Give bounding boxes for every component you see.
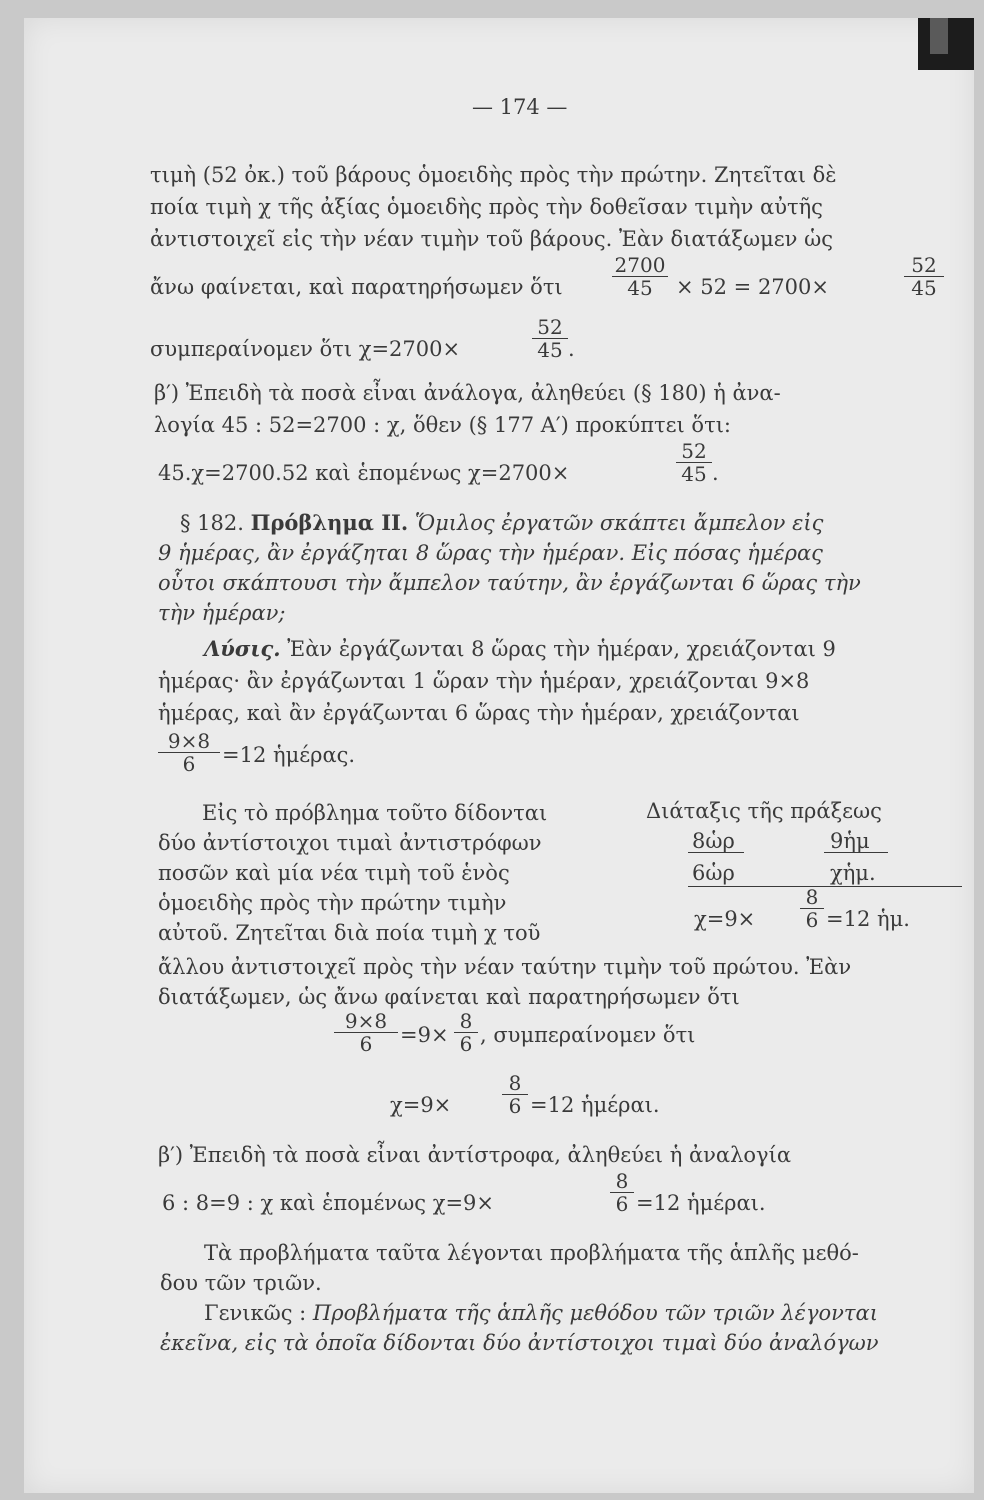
arrangement-title: Διάταξις τῆς πράξεως — [646, 799, 882, 823]
punctuation: . — [568, 337, 575, 361]
fraction: 9×8 6 — [158, 730, 220, 775]
text-line: δου τῶν τριῶν. — [160, 1271, 322, 1295]
solution-text: ἡμέρας, καὶ ἂν ἐργάζωνται 6 ὥρας τὴν ἡμέραν, χρειάζονται — [158, 701, 800, 725]
text-line: συμπεραίνομεν ὅτι χ=2700× — [150, 337, 461, 361]
definition-text: Προβλήματα τῆς ἁπλῆς μεθόδου τῶν τριῶν λέγονται — [312, 1301, 878, 1325]
solution-text: Ἐὰν ἐργάζωνται 8 ὥρας τὴν ἡμέραν, χρειάζονται 9 — [287, 637, 836, 661]
equation-part: × 52 = 2700× — [676, 275, 829, 299]
fraction: 8 6 — [454, 1010, 478, 1055]
section-number: § 182. — [180, 511, 244, 535]
equation-part: χ=9× — [390, 1093, 452, 1117]
equation-part: χ=9× — [694, 907, 756, 931]
problem-title: Πρόβλημα ΙΙ. — [250, 510, 409, 535]
arrangement-cell: 9ἡμ — [830, 829, 870, 853]
definition-text: ἐκεῖνα, εἰς τὰ ὁποῖα δίδονται δύο ἀντίστοιχοι τιμαὶ δύο ἀναλόγων — [160, 1331, 879, 1355]
divider — [688, 886, 962, 887]
problem-text: τὴν ἡμέραν; — [158, 601, 286, 625]
fraction: 52 45 — [676, 440, 712, 485]
equation-part: , συμπεραίνομεν ὅτι — [480, 1023, 696, 1047]
text-line: λογία 45 : 52=2700 : χ, ὅθεν (§ 177 Α′) προκύπτει ὅτι: — [154, 413, 731, 437]
fraction: 8 6 — [502, 1072, 528, 1117]
page-number: — 174 — — [472, 95, 568, 119]
fraction: 2700 45 — [612, 254, 668, 299]
fraction: 52 45 — [532, 316, 568, 361]
arrangement-cell: χἡμ. — [830, 861, 876, 885]
definition-line — [204, 1300, 878, 1326]
text-line: ποία τιμὴ χ τῆς ἀξίας ὁμοειδὴς πρὸς τὴν δοθεῖσαν τιμὴν αὐτῆς — [150, 195, 823, 219]
divider — [824, 852, 888, 853]
text-line: β′) Ἐπειδὴ τὰ ποσὰ εἶναι ἀντίστροφα, ἀληθεύει ἡ ἀναλογία — [158, 1143, 792, 1167]
text-line: 45.χ=2700.52 καὶ ἑπομένως χ=2700× — [158, 461, 570, 485]
solution-text: ἡμέρας· ἂν ἐργάζωνται 1 ὥραν τὴν ἡμέραν, χρειάζονται 9×8 — [158, 669, 810, 693]
solution-label: Λύσις. — [204, 636, 281, 661]
divider — [688, 852, 744, 853]
text-line: ποσῶν καὶ μία νέα τιμὴ τοῦ ἑνὸς — [158, 861, 510, 885]
fraction: 52 45 — [904, 254, 944, 299]
text-line: ἄνω φαίνεται, καὶ παρατηρήσωμεν ὅτι — [150, 275, 563, 299]
arrangement-cell: 8ὡρ — [692, 829, 735, 853]
book-page — [24, 18, 974, 1493]
scan-corner-mark — [918, 18, 974, 70]
text-line: Τὰ προβλήματα ταῦτα λέγονται προβλήματα τῆς ἁπλῆς μεθό- — [204, 1241, 859, 1265]
equation-part: =12 ἡμ. — [826, 907, 910, 931]
fraction: 9×8 6 — [334, 1010, 398, 1055]
problem-text: οὗτοι σκάπτουσι τὴν ἄμπελον ταύτην, ἂν ἐργάζωνται 6 ὥρας τὴν — [158, 571, 861, 595]
equation-part: =9× — [400, 1023, 449, 1047]
text-line: β′) Ἐπειδὴ τὰ ποσὰ εἶναι ἀνάλογα, ἀληθεύει (§ 180) ἡ ἀνα- — [154, 381, 781, 405]
punctuation: . — [712, 461, 719, 485]
fraction: 8 6 — [800, 886, 824, 931]
fraction: 8 6 — [610, 1170, 634, 1215]
solution-text: =12 ἡμέρας. — [222, 743, 356, 767]
text-line: ἄλλου ἀντιστοιχεῖ πρὸς τὴν νέαν ταύτην τιμὴν τοῦ πρώτου. Ἐὰν — [158, 955, 852, 979]
problem-heading — [180, 510, 823, 536]
solution-line — [204, 636, 836, 662]
text-line: 6 : 8=9 : χ καὶ ἑπομένως χ=9× — [162, 1191, 494, 1215]
equation-part: =12 ἡμέραι. — [636, 1191, 766, 1215]
text-line: Εἰς τὸ πρόβλημα τοῦτο δίδονται — [202, 801, 548, 825]
text-line: αὐτοῦ. Ζητεῖται διὰ ποία τιμὴ χ τοῦ — [158, 921, 541, 945]
text-line: δύο ἀντίστοιχοι τιμαὶ ἀντιστρόφων — [158, 831, 542, 855]
problem-text: 9 ἡμέρας, ἂν ἐργάζηται 8 ὥρας τὴν ἡμέραν. Εἰς πόσας ἡμέρας — [158, 541, 823, 565]
definition-label: Γενικῶς : — [204, 1301, 307, 1325]
text-line: ὁμοειδὴς πρὸς τὴν πρώτην τιμὴν — [158, 891, 507, 915]
text-line: διατάξωμεν, ὡς ἄνω φαίνεται καὶ παρατηρήσωμεν ὅτι — [158, 985, 740, 1009]
problem-text: Ὅμιλος ἐργατῶν σκάπτει ἄμπελον εἰς — [414, 511, 824, 535]
arrangement-cell: 6ὡρ — [692, 861, 735, 885]
equation-part: =12 ἡμέραι. — [530, 1093, 660, 1117]
text-line: ἀντιστοιχεῖ εἰς τὴν νέαν τιμὴν τοῦ βάρους. Ἐὰν διατάξωμεν ὡς — [150, 227, 833, 251]
text-line: τιμὴ (52 ὀκ.) τοῦ βάρους ὁμοειδὴς πρὸς τὴν πρώτην. Ζητεῖται δὲ — [150, 163, 837, 187]
